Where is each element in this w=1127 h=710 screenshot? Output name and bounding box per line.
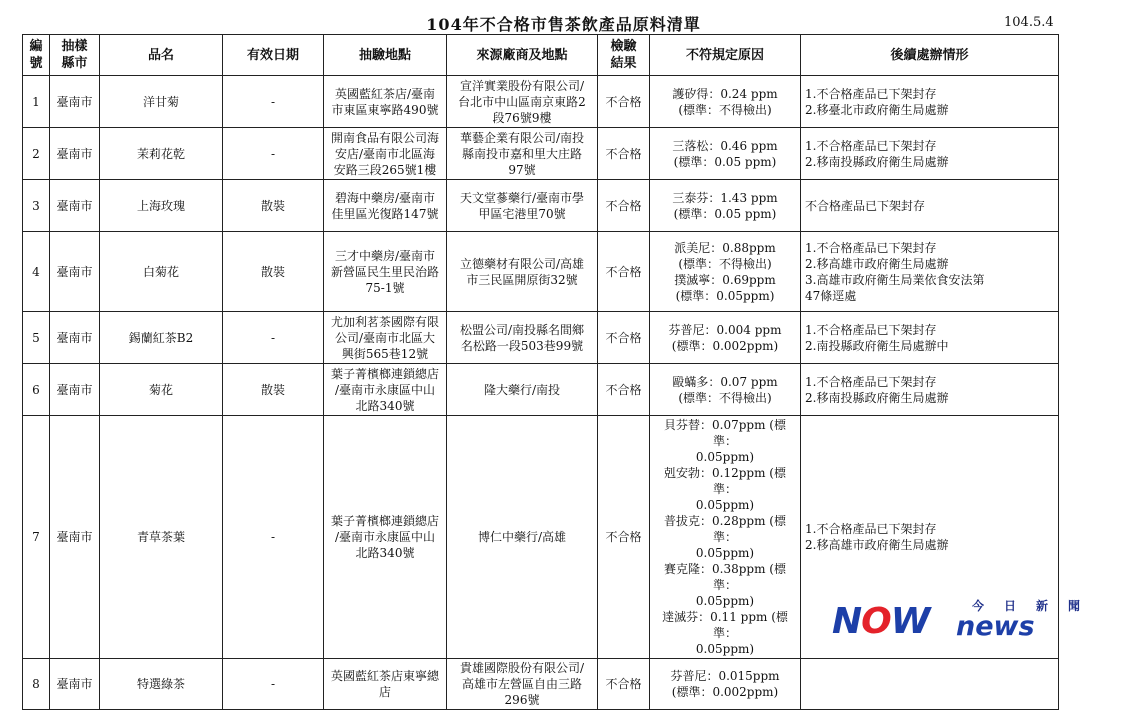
header-source-vendor: 來源廠商及地點	[447, 35, 598, 76]
cell-product-name: 茉莉花乾	[100, 128, 223, 180]
cell-sampling-location: 英國藍紅茶店東寧總 店	[324, 659, 447, 710]
header-product-name: 品名	[100, 35, 223, 76]
cell-violation-reason: 芬普尼：0.004 ppm (標準：0.002ppm)	[650, 312, 801, 364]
table-header-row	[23, 35, 1059, 76]
cell-test-result: 不合格	[598, 180, 650, 232]
cell-product-name: 特選綠茶	[100, 659, 223, 710]
table-row	[23, 128, 1059, 180]
logo-chinese-text: 今日新聞	[972, 599, 1101, 613]
table-row	[23, 659, 1059, 710]
cell-expiry-date: -	[223, 128, 324, 180]
cell-expiry-date: 散裝	[223, 180, 324, 232]
document-date: 104.5.4	[1004, 15, 1054, 30]
cell-source-vendor: 貴雄國際股份有限公司/ 高雄市左營區自由三路 296號	[447, 659, 598, 710]
cell-county: 臺南市	[50, 128, 100, 180]
document-title: 104年不合格市售茶飲產品原料清單	[426, 15, 701, 34]
cell-county: 臺南市	[50, 76, 100, 128]
cell-violation-reason: 派美尼：0.88ppm (標準：不得檢出) 撲滅寧：0.69ppm (標準：0.05ppm)	[650, 232, 801, 312]
cell-number: 7	[23, 416, 50, 659]
cell-source-vendor: 博仁中藥行/高雄	[447, 416, 598, 659]
cell-follow-up	[801, 659, 1059, 710]
cell-follow-up: 1.不合格產品已下架封存 2.移高雄市政府衛生局處辦	[801, 416, 1059, 659]
cell-sampling-location: 碧海中藥房/臺南市 佳里區光復路147號	[324, 180, 447, 232]
cell-county: 臺南市	[50, 232, 100, 312]
cell-number: 5	[23, 312, 50, 364]
cell-expiry-date: -	[223, 416, 324, 659]
cell-follow-up: 1.不合格產品已下架封存 2.移臺北市政府衛生局處辦	[801, 76, 1059, 128]
header-follow-up: 後續處辦情形	[801, 35, 1059, 76]
header-violation-reason: 不符規定原因	[650, 35, 801, 76]
cell-source-vendor: 宣洋實業股份有限公司/ 台北市中山區南京東路2 段76號9樓	[447, 76, 598, 128]
cell-source-vendor: 隆大藥行/南投	[447, 364, 598, 416]
cell-violation-reason: 護矽得：0.24 ppm (標準：不得檢出)	[650, 76, 801, 128]
header-sampling-location: 抽驗地點	[324, 35, 447, 76]
cell-product-name: 上海玫瑰	[100, 180, 223, 232]
cell-number: 1	[23, 76, 50, 128]
cell-expiry-date: -	[223, 659, 324, 710]
cell-follow-up: 1.不合格產品已下架封存 2.移南投縣政府衛生局處辦	[801, 364, 1059, 416]
cell-follow-up: 1.不合格產品已下架封存 2.移高雄市政府衛生局處辦 3.高雄市政府衛生局業依食安法第 47條逕處	[801, 232, 1059, 312]
cell-test-result: 不合格	[598, 659, 650, 710]
cell-source-vendor: 松盟公司/南投縣名間鄉 名松路一段503巷99號	[447, 312, 598, 364]
cell-product-name: 菊花	[100, 364, 223, 416]
cell-product-name: 洋甘菊	[100, 76, 223, 128]
cell-product-name: 白菊花	[100, 232, 223, 312]
cell-county: 臺南市	[50, 659, 100, 710]
cell-source-vendor: 華藝企業有限公司/南投 縣南投市嘉和里大庄路 97號	[447, 128, 598, 180]
cell-sampling-location: 三才中藥房/臺南市 新營區民生里民治路 75-1號	[324, 232, 447, 312]
cell-sampling-location: 尤加利茗茶國際有限 公司/臺南市北區大 興街565巷12號	[324, 312, 447, 364]
cell-county: 臺南市	[50, 312, 100, 364]
cell-number: 3	[23, 180, 50, 232]
table-row	[23, 364, 1059, 416]
cell-expiry-date: 散裝	[223, 232, 324, 312]
cell-number: 4	[23, 232, 50, 312]
cell-violation-reason: 貝芬替：0.07ppm (標準： 0.05ppm) 剋安勃：0.12ppm (標準： 0.05ppm) 普拔克：0.28ppm (標準： 0.05ppm) 賽克隆：0.38ppm (標準： 0.05ppm) 達滅芬：0.11 ppm (標準： 0.05ppm)	[650, 416, 801, 659]
cell-sampling-location: 葉子菁檳榔連鎖總店 /臺南市永康區中山 北路340號	[324, 364, 447, 416]
cell-test-result: 不合格	[598, 364, 650, 416]
cell-sampling-location: 開南食品有限公司海 安店/臺南市北區海 安路三段265號1樓	[324, 128, 447, 180]
cell-test-result: 不合格	[598, 128, 650, 180]
table-row	[23, 312, 1059, 364]
header-number: 編 號	[23, 35, 50, 76]
cell-expiry-date: 散裝	[223, 364, 324, 416]
cell-sampling-location: 葉子菁檳榔連鎖總店 /臺南市永康區中山 北路340號	[324, 416, 447, 659]
cell-follow-up: 1.不合格產品已下架封存 2.南投縣政府衛生局處辦中	[801, 312, 1059, 364]
cell-county: 臺南市	[50, 364, 100, 416]
logo-now-text: NOW	[832, 601, 930, 642]
table-row	[23, 76, 1059, 128]
cell-source-vendor: 天文堂蔘藥行/臺南市學 甲區宅港里70號	[447, 180, 598, 232]
cell-follow-up: 1.不合格產品已下架封存 2.移南投縣政府衛生局處辦	[801, 128, 1059, 180]
cell-number: 6	[23, 364, 50, 416]
cell-violation-reason: 三落松：0.46 ppm (標準：0.05 ppm)	[650, 128, 801, 180]
cell-violation-reason: 芬普尼：0.015ppm (標準：0.002ppm)	[650, 659, 801, 710]
cell-product-name: 青草茶葉	[100, 416, 223, 659]
cell-test-result: 不合格	[598, 76, 650, 128]
cell-test-result: 不合格	[598, 312, 650, 364]
cell-number: 2	[23, 128, 50, 180]
cell-expiry-date: -	[223, 312, 324, 364]
cell-follow-up: 不合格產品已下架封存	[801, 180, 1059, 232]
cell-number: 8	[23, 659, 50, 710]
cell-county: 臺南市	[50, 180, 100, 232]
header-test-result: 檢驗 結果	[598, 35, 650, 76]
logo-news-text: news	[956, 611, 1035, 642]
cell-violation-reason: 三泰芬：1.43 ppm (標準：0.05 ppm)	[650, 180, 801, 232]
cell-test-result: 不合格	[598, 416, 650, 659]
cell-violation-reason: 毆蟎多：0.07 ppm (標準：不得檢出)	[650, 364, 801, 416]
header-expiry-date: 有效日期	[223, 35, 324, 76]
table-row	[23, 232, 1059, 312]
cell-product-name: 錫蘭紅茶B2	[100, 312, 223, 364]
nownews-logo	[832, 597, 1112, 643]
cell-test-result: 不合格	[598, 232, 650, 312]
cell-sampling-location: 英國藍紅茶店/臺南 市東區東寧路490號	[324, 76, 447, 128]
table-row	[23, 180, 1059, 232]
header-county: 抽樣 縣市	[50, 35, 100, 76]
cell-expiry-date: -	[223, 76, 324, 128]
cell-source-vendor: 立德藥材有限公司/高雄 市三民區開原街32號	[447, 232, 598, 312]
cell-county: 臺南市	[50, 416, 100, 659]
